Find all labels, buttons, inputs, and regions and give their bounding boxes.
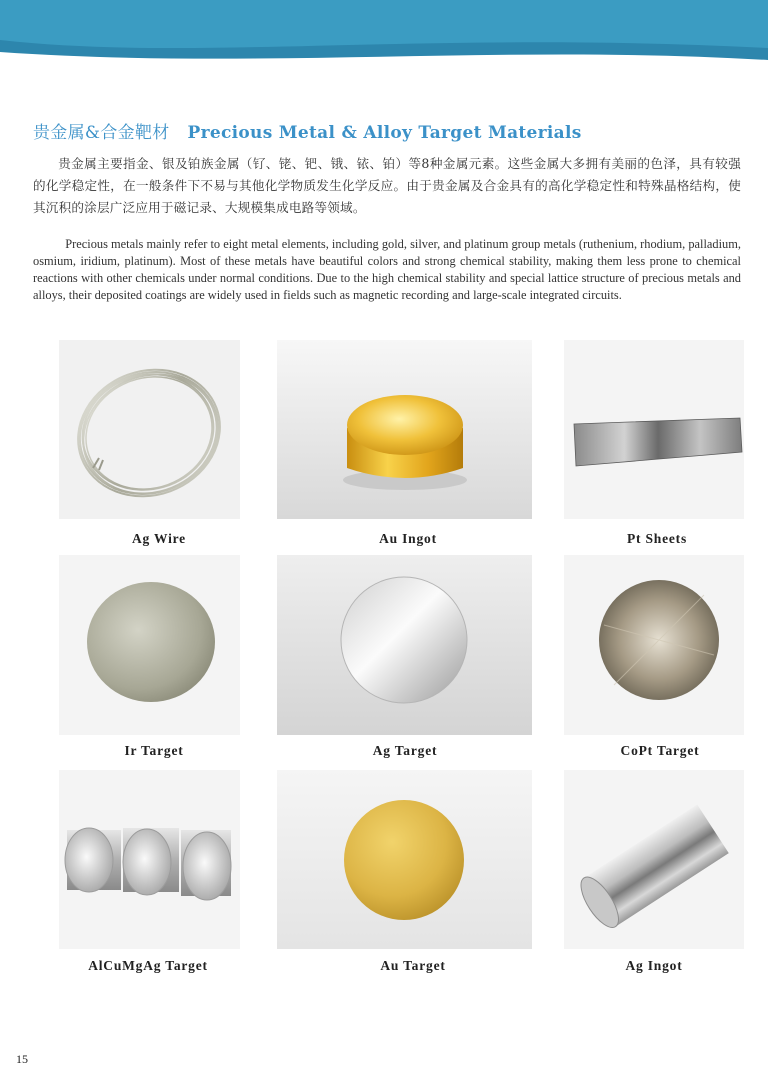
product-label-ir-target: Ir Target bbox=[124, 743, 184, 758]
product-image-alcumgag-target bbox=[59, 770, 240, 949]
product-image-ag-ingot bbox=[564, 770, 744, 949]
product-label-au-target: Au Target bbox=[380, 958, 446, 973]
silver-disc-icon bbox=[277, 555, 532, 735]
product-label-pt-sheets: Pt Sheets bbox=[626, 531, 688, 546]
product-image-ag-target bbox=[277, 555, 532, 735]
product-label-copt-target: CoPt Target bbox=[620, 743, 700, 758]
intro-paragraph-en: Precious metals mainly refer to eight metal elements, including gold, silver, and platinum group metals (ruthenium, rhodium, palladium, osmium, iridium, platinum). Most of these metals have beautiful colors and strong chemical stability, making them less prone to chemical reactions with other chemicals under normal conditions. Due to the high chemical stability and special lattice structure of precious metals and alloys, their deposited coatings are widely used in fields such as magnetic recording and large-scale integrated circuits. bbox=[33, 237, 741, 302]
product-image-au-ingot bbox=[277, 340, 532, 519]
iridium-disc-icon bbox=[59, 555, 240, 735]
gold-ingot-icon bbox=[277, 340, 532, 519]
product-image-ir-target bbox=[59, 555, 240, 735]
gold-disc-icon bbox=[277, 770, 532, 949]
product-label-ag-ingot: Ag Ingot bbox=[625, 958, 683, 973]
intro-paragraph-cn: 贵金属主要指金、银及铂族金属（钌、铑、钯、锇、铱、铂）等8种金属元素。这些金属大多拥有美丽的色泽，具有较强的化学稳定性，在一般条件下不易与其他化学物质发生化学反应。由于贵金属及合金具有的高化学稳定性和特殊晶格结构，使其沉积的涂层广泛应用于磁记录、大规模集成电路等领域。 bbox=[33, 156, 741, 215]
product-label-alcumgag-target: AlCuMgAg Target bbox=[88, 958, 208, 973]
platinum-sheet-icon bbox=[564, 340, 744, 519]
section-title bbox=[33, 118, 582, 148]
alloy-cylinders-icon bbox=[59, 770, 240, 949]
product-image-pt-sheets bbox=[564, 340, 744, 519]
silver-wire-coil-icon bbox=[59, 340, 240, 519]
section-title-cn: 贵金属&合金靶材 bbox=[33, 123, 170, 143]
product-image-copt-target bbox=[564, 555, 744, 735]
product-label-ag-wire: Ag Wire bbox=[132, 531, 186, 546]
product-label-ag-target: Ag Target bbox=[372, 743, 438, 758]
product-label-au-ingot: Au Ingot bbox=[379, 531, 437, 546]
copt-disc-icon bbox=[564, 555, 744, 735]
header-band bbox=[0, 0, 768, 62]
silver-cylinder-icon bbox=[564, 770, 744, 949]
page-number: 15 bbox=[16, 1052, 28, 1066]
product-image-ag-wire bbox=[59, 340, 240, 519]
product-image-au-target bbox=[277, 770, 532, 949]
header-wave-decoration bbox=[0, 0, 768, 62]
section-title-en: Precious Metal & Alloy Target Materials bbox=[187, 123, 582, 143]
